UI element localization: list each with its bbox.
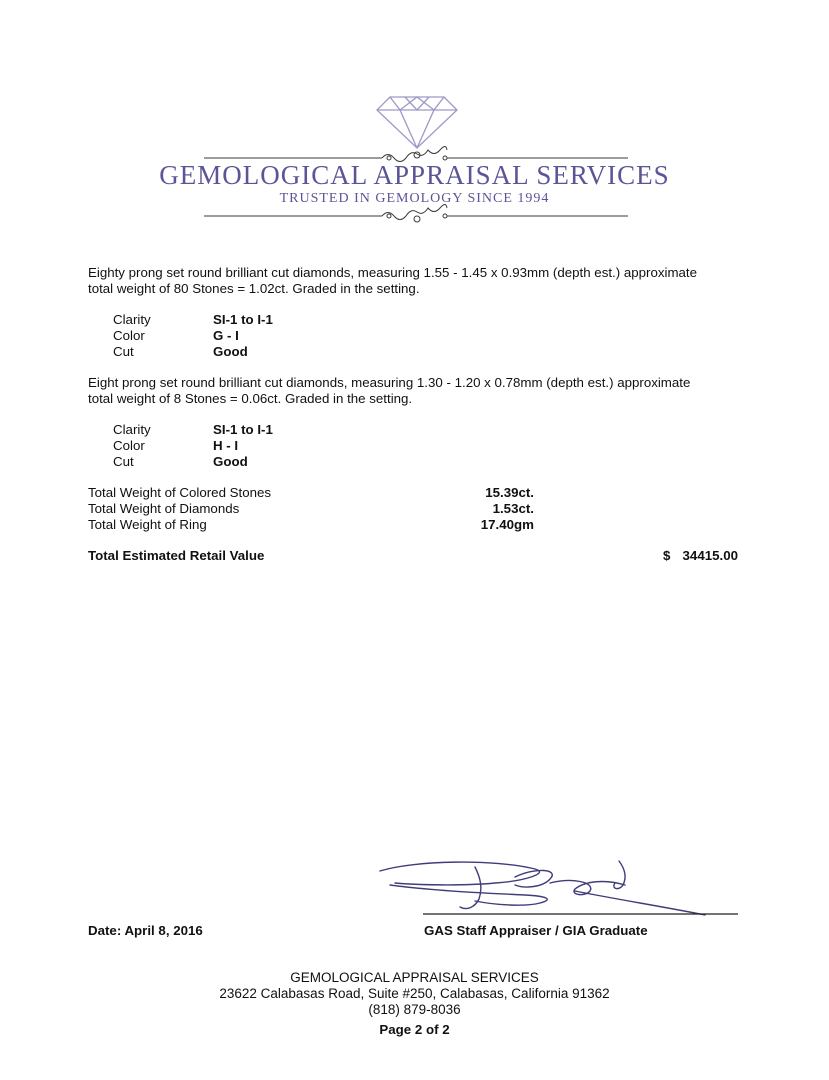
- retail-value-amount: 34415.00: [682, 548, 738, 563]
- grade-value: Good: [213, 344, 248, 359]
- totals-label: Total Weight of Colored Stones: [88, 485, 272, 500]
- grade-label: Clarity: [113, 422, 151, 437]
- grade-row: [113, 312, 413, 328]
- bottom-ornament-rule: [204, 205, 628, 223]
- grade-label: Clarity: [113, 312, 151, 327]
- grade-value: G - I: [213, 328, 239, 343]
- grade-label: Cut: [113, 454, 134, 469]
- description-line: total weight of 8 Stones = 0.06ct. Graded in the setting.: [88, 391, 413, 406]
- totals-value: 1.53ct.: [492, 501, 534, 516]
- retail-value-label: Total Estimated Retail Value: [88, 548, 265, 563]
- grade-label: Cut: [113, 344, 134, 359]
- grade-value: SI-1 to I-1: [213, 422, 273, 437]
- grade-value: SI-1 to I-1: [213, 312, 273, 327]
- grade-table-1: [113, 312, 413, 360]
- signature-image: [375, 855, 745, 925]
- company-title: GEMOLOGICAL APPRAISAL SERVICES: [159, 160, 670, 190]
- grade-value: Good: [213, 454, 248, 469]
- grade-row: [113, 344, 413, 360]
- description-line: total weight of 80 Stones = 1.02ct. Graded in the setting.: [88, 281, 420, 296]
- grade-row: [113, 454, 413, 470]
- totals-table: [88, 485, 538, 533]
- grade-label: Color: [113, 328, 145, 343]
- footer-address: 23622 Calabasas Road, Suite #250, Calabasas, California 91362: [219, 986, 610, 1001]
- appraisal-date: Date: April 8, 2016: [88, 923, 203, 938]
- letterhead: [0, 0, 829, 240]
- description-line: Eight prong set round brilliant cut diamonds, measuring 1.30 - 1.20 x 0.78mm (depth est.) approximate: [88, 375, 691, 390]
- totals-row: [88, 501, 538, 517]
- totals-label: Total Weight of Diamonds: [88, 501, 240, 516]
- totals-row: [88, 485, 538, 501]
- grade-value: H - I: [213, 438, 239, 453]
- currency-symbol: $: [663, 548, 671, 563]
- grade-row: [113, 438, 413, 454]
- grade-label: Color: [113, 438, 145, 453]
- grade-row: [113, 328, 413, 344]
- footer-company: GEMOLOGICAL APPRAISAL SERVICES: [290, 970, 539, 985]
- totals-value: 15.39ct.: [485, 485, 534, 500]
- diamond-description-2: [88, 375, 738, 407]
- diamond-icon: [377, 97, 457, 148]
- footer-phone: (818) 879-8036: [368, 1002, 461, 1017]
- appraiser-title: GAS Staff Appraiser / GIA Graduate: [424, 923, 648, 938]
- grade-table-2: [113, 422, 413, 470]
- totals-label: Total Weight of Ring: [88, 517, 207, 532]
- diamond-description-1: [88, 265, 738, 297]
- grade-row: [113, 422, 413, 438]
- page-number: Page 2 of 2: [379, 1022, 450, 1037]
- description-line: Eighty prong set round brilliant cut diamonds, measuring 1.55 - 1.45 x 0.93mm (depth est.) approximate: [88, 265, 698, 280]
- totals-value: 17.40gm: [480, 517, 534, 532]
- totals-row: [88, 517, 538, 533]
- company-tagline: TRUSTED IN GEMOLOGY SINCE 1994: [279, 191, 550, 206]
